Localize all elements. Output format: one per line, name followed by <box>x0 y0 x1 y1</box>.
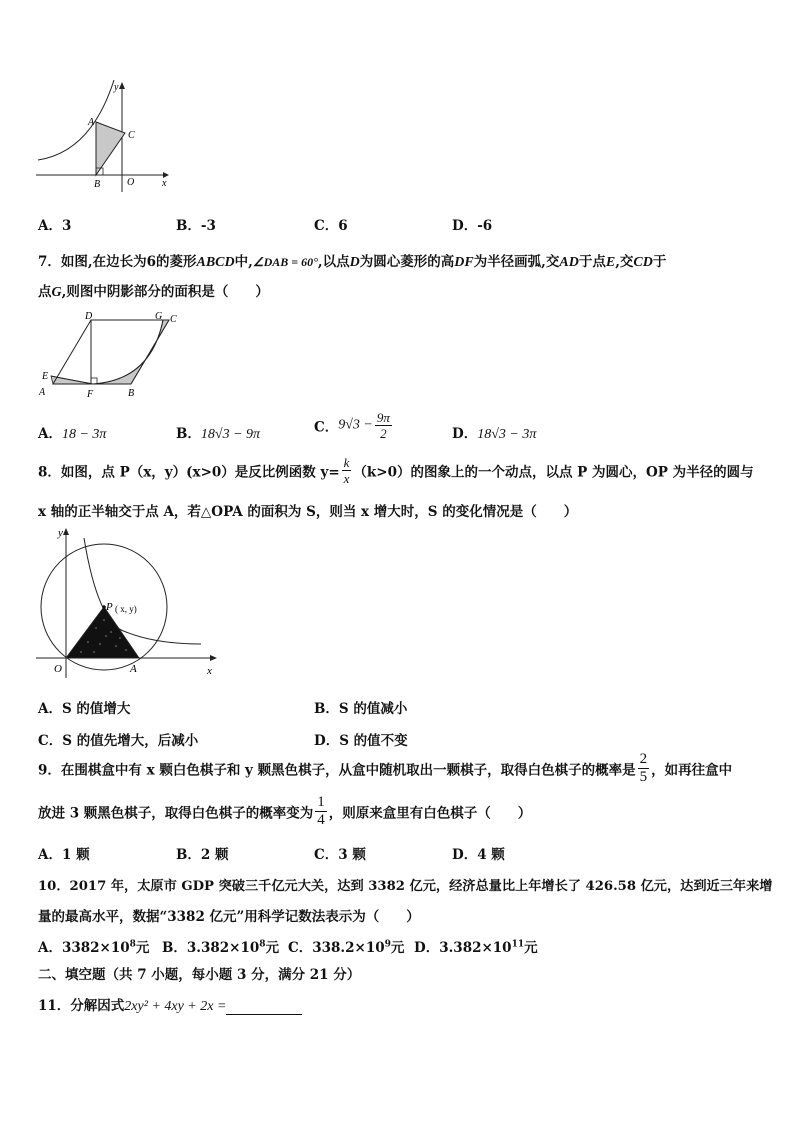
q6-label-B: B <box>94 179 101 190</box>
q10-option-d <box>414 936 538 956</box>
q6-figure <box>36 80 176 195</box>
q7-abcd: ABCD <box>196 255 235 270</box>
q7-text-6: 于点 <box>578 254 606 270</box>
q7-d: D <box>349 255 360 270</box>
q6-option-a: A．3 <box>38 218 72 234</box>
q11-text: 11．分解因式 <box>38 998 125 1014</box>
q7-option-c <box>314 411 394 440</box>
q7-option-c-denominator: 2 <box>380 426 387 441</box>
q9-fraction-1-denominator: 5 <box>639 769 648 785</box>
q6-option-c: C．6 <box>314 218 348 234</box>
q9-option-c: C．3 颗 <box>314 847 366 863</box>
q6-label-y: y <box>114 82 119 93</box>
q7-figure <box>36 310 196 402</box>
q9-line-1 <box>38 752 732 785</box>
q9-fraction-2-denominator: 4 <box>317 812 325 828</box>
q7-label-G: G <box>155 311 163 322</box>
q8-label-A: A <box>130 663 137 675</box>
q11-expression: 2xy² + 4xy + 2x = <box>124 999 227 1014</box>
q7-option-c-fraction <box>375 411 392 440</box>
q8-label-O: O <box>54 663 62 675</box>
q7-option-a-expr: 18 − 3π <box>61 427 107 442</box>
q8-label-y: y <box>58 527 63 539</box>
q9-option-a: A．1 颗 <box>38 847 90 863</box>
q10-option-d-base: D．3.382×10 <box>414 940 512 956</box>
q9-fraction-2 <box>315 795 327 828</box>
q10-option-a-exponent: 8 <box>129 939 136 950</box>
q10-option-a-unit: 元 <box>135 940 150 956</box>
q10-option-c <box>288 936 404 956</box>
q10-option-d-unit: 元 <box>524 940 538 956</box>
q10-line-1: 10．2017 年，太原市 GDP 突破三千亿元大关，达到 3382 亿元，经济总量比上年增长了 426.58 亿元，达到近三年来增 <box>38 879 773 894</box>
q8-text-2: （k>0）的图象上的一个动点，以点 P 为圆心，OP 为半径的圆与 <box>353 464 754 481</box>
q8-option-b: B．S 的值减小 <box>314 701 408 717</box>
q8-fraction <box>342 456 352 485</box>
q6-label-x: x <box>162 178 167 189</box>
q10-option-a <box>38 936 149 956</box>
q7-angle: ∠DAB = 60° <box>252 255 318 269</box>
q7-text-7: ,交 <box>615 254 634 270</box>
q9-option-b: B．2 颗 <box>176 847 229 863</box>
q11-line <box>38 994 302 1015</box>
q6-option-d: D．-6 <box>452 218 493 234</box>
q9-text-2: ，如再往盒中 <box>651 762 733 779</box>
q7-label-D: D <box>85 311 93 322</box>
q7-label-A: A <box>39 387 46 398</box>
q6-label-C: C <box>128 130 135 141</box>
q7-label-B: B <box>128 388 135 399</box>
q9-fraction-2-numerator: 1 <box>317 794 325 810</box>
q10-option-a-base: A．3382×10 <box>38 940 130 956</box>
q7-text-5: 为半径画弧,交 <box>473 254 560 270</box>
q8-line-2: x 轴的正半轴交于点 A，若△OPA 的面积为 S，则当 x 增大时，S 的变化情况是（ ） <box>38 504 578 520</box>
q7-line-1 <box>38 250 666 271</box>
q10-option-b-unit: 元 <box>265 940 280 956</box>
q9-text-4: ，则原来盒里有白色棋子（ ） <box>328 805 532 822</box>
q7-option-b <box>176 422 260 443</box>
q7-option-a <box>38 422 106 443</box>
q7-text-8: 于 <box>652 254 667 270</box>
q7-option-b-label: B． <box>176 426 201 442</box>
q10-option-c-base: C．338.2×10 <box>288 940 385 956</box>
q7-text-2: 中, <box>234 254 253 270</box>
q10-option-c-unit: 元 <box>390 940 405 956</box>
q7-text-10: ,则图中阴影部分的面积是（ ） <box>61 284 269 300</box>
q7-cd: CD <box>633 255 653 270</box>
q7-line-2 <box>38 280 269 301</box>
q8-line-1 <box>38 456 754 485</box>
q7-e: E <box>605 255 616 270</box>
q7-option-d <box>452 422 536 443</box>
q7-label-E: E <box>42 371 49 382</box>
q8-option-d: D．S 的值不变 <box>314 733 408 749</box>
q10-line-2: 量的最高水平，数据“3382 亿元”用科学记数法表示为（ ） <box>38 909 420 925</box>
q7-option-c-label: C． <box>314 419 339 436</box>
q7-option-a-label: A． <box>38 426 62 442</box>
q7-option-b-expr: 18√3 − 9π <box>200 427 261 442</box>
q10-option-b-exponent: 8 <box>259 939 266 950</box>
q9-text-1: 9．在围棋盒中有 x 颗白色棋子和 y 颗黑色棋子，从盒中随机取出一颗棋子，取得白色棋子的概率是 <box>38 762 636 779</box>
q11-answer-blank[interactable] <box>226 1000 302 1015</box>
q8-figure <box>36 524 221 684</box>
q7-option-d-expr: 18√3 − 3π <box>477 427 537 442</box>
q7-label-C: C <box>170 314 177 325</box>
q7-text-1: 7．如图,在边长为6的菱形 <box>38 254 197 270</box>
q9-line-2 <box>38 795 531 828</box>
q10-option-b-base: B．3.382×10 <box>162 940 260 956</box>
q7-df: DF <box>454 255 474 270</box>
q10-option-c-exponent: 9 <box>384 939 391 950</box>
q7-text-4: 为圆心菱形的高 <box>359 254 455 270</box>
q8-text-1: 8．如图，点 P（x，y）(x>0）是反比例函数 y= <box>38 464 340 481</box>
q8-fraction-numerator: k <box>343 455 350 470</box>
q9-fraction-1-numerator: 2 <box>639 751 648 767</box>
q9-option-d: D．4 颗 <box>452 847 505 863</box>
q8-option-c: C．S 的值先增大，后减小 <box>38 733 199 749</box>
q7-text-9: 点 <box>38 284 52 300</box>
q7-label-F: F <box>87 389 94 400</box>
q7-option-c-numerator: 9π <box>376 410 390 425</box>
q8-fraction-denominator: x <box>343 471 350 486</box>
q9-text-3: 放进 3 颗黑色棋子，取得白色棋子的概率变为 <box>38 805 314 822</box>
q7-text-3: ,以点 <box>317 254 350 270</box>
q8-label-x: x <box>207 665 212 677</box>
q8-label-p-coord: ( x, y) <box>115 604 137 614</box>
q6-option-b: B．-3 <box>176 218 216 234</box>
q7-option-d-label: D． <box>452 426 478 442</box>
q8-option-a: A．S 的值增大 <box>38 701 131 717</box>
q7-option-c-expr: 9√3 − <box>338 417 373 433</box>
section-heading-fill-in: 二、填空题（共 7 小题，每小题 3 分，满分 21 分） <box>38 967 361 983</box>
q10-option-d-exponent: 11 <box>511 939 525 950</box>
q6-label-A: A <box>88 117 95 128</box>
q10-option-b <box>162 936 279 956</box>
q6-label-O: O <box>127 177 135 188</box>
q8-label-P: P <box>106 601 113 613</box>
q7-ad: AD <box>559 255 579 270</box>
q7-g: G <box>51 285 62 300</box>
q9-fraction-1 <box>638 752 650 785</box>
